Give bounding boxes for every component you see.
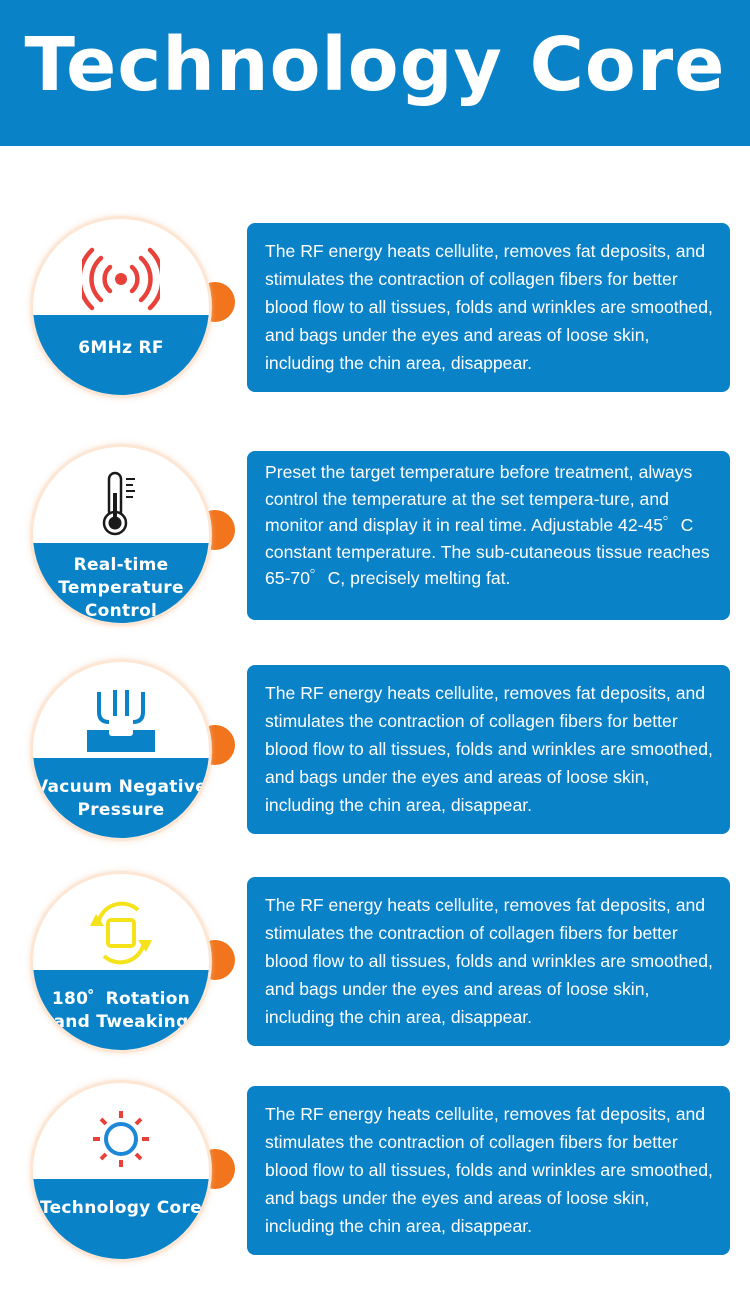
- light-core-icon: [86, 1103, 156, 1173]
- feature-badge-rotation: [30, 871, 212, 1053]
- feature-badge-rf: [30, 216, 212, 398]
- feature-description-card: [247, 877, 730, 1046]
- page-title: Technology Core: [24, 22, 726, 108]
- feature-description-card: [247, 223, 730, 392]
- feature-description: The RF energy heats cellulite, removes fat deposits, and stimulates the contraction of collagen fibers for better blood flow to all tissues, folds and wrinkles are smoothed, and bags under the eyes and areas of loose skin, including the chin area, disappear.: [265, 241, 713, 373]
- feature-description-card: [247, 665, 730, 834]
- feature-description-card: [247, 451, 730, 620]
- feature-badge-core: [30, 1080, 212, 1262]
- feature-label: Real-time Temperature Control: [58, 555, 184, 621]
- feature-badge-temperature: [30, 444, 212, 626]
- feature-label: Vacuum Negative Pressure: [34, 777, 208, 820]
- rotation-icon: [86, 900, 156, 966]
- feature-badge-vacuum: [30, 659, 212, 841]
- feature-description: Preset the target temperature before treatment, always control the temperature at the set tempera-ture, and monitor and display it in real time. Adjustable 42-45゜C constant temperature. The sub-cutaneous tissue reaches 65-70゜C, precisely melting fat.: [265, 462, 710, 588]
- rf-signal-icon: [82, 247, 160, 311]
- header-banner: [0, 0, 750, 146]
- vacuum-icon: [83, 684, 159, 756]
- feature-label: 6MHz RF: [78, 338, 164, 358]
- feature-label: Technology Core: [39, 1198, 203, 1218]
- feature-description: The RF energy heats cellulite, removes fat deposits, and stimulates the contraction of collagen fibers for better blood flow to all tissues, folds and wrinkles are smoothed, and bags under the eyes and areas of loose skin, including the chin area, disappear.: [265, 683, 713, 815]
- feature-label: 180゜Rotation and Tweaking: [51, 989, 191, 1032]
- feature-description-card: [247, 1086, 730, 1255]
- feature-description: The RF energy heats cellulite, removes fat deposits, and stimulates the contraction of collagen fibers for better blood flow to all tissues, folds and wrinkles are smoothed, and bags under the eyes and areas of loose skin, including the chin area, disappear.: [265, 1104, 713, 1236]
- feature-description: The RF energy heats cellulite, removes fat deposits, and stimulates the contraction of collagen fibers for better blood flow to all tissues, folds and wrinkles are smoothed, and bags under the eyes and areas of loose skin, including the chin area, disappear.: [265, 895, 713, 1027]
- thermometer-icon: [99, 471, 143, 537]
